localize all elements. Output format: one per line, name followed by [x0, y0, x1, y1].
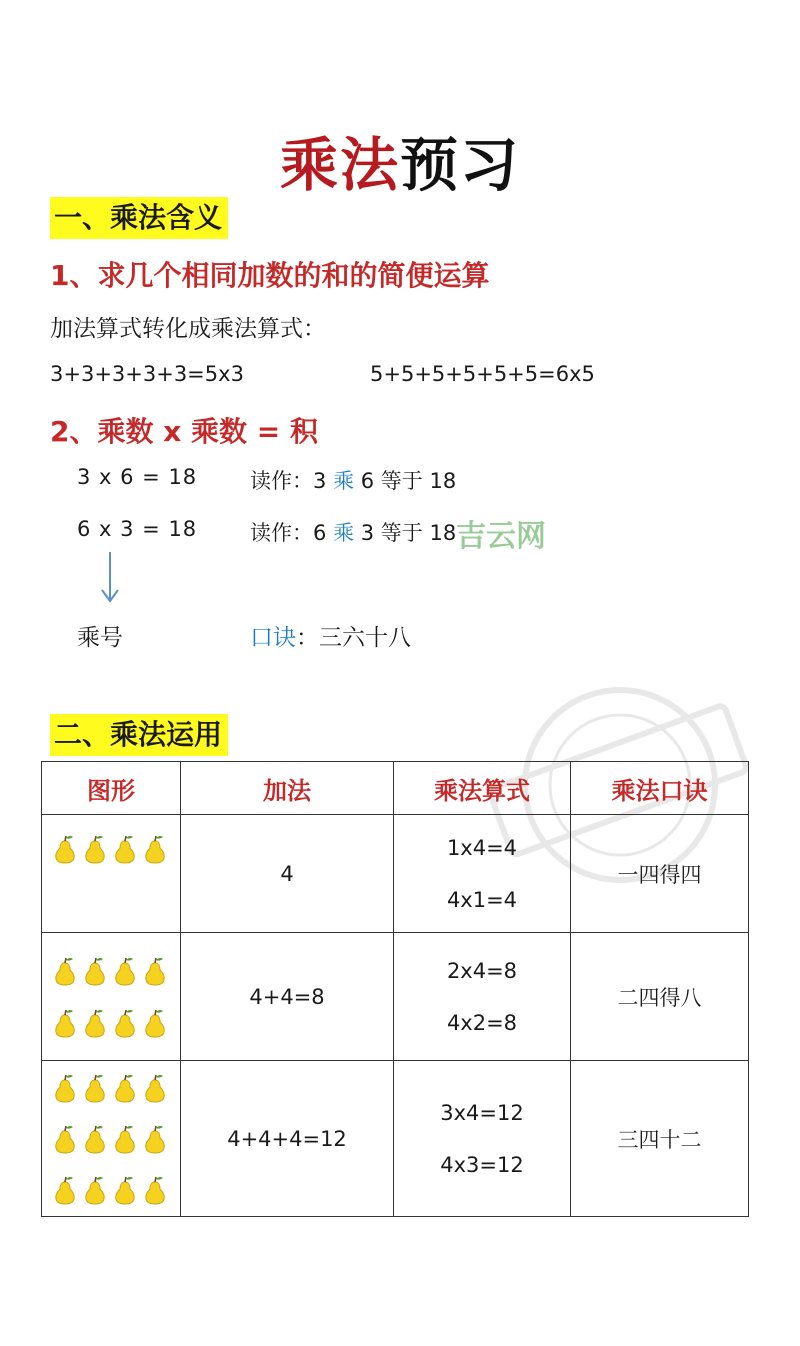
- pear-row: [52, 1008, 168, 1038]
- down-arrow-icon: [98, 550, 122, 604]
- point1-heading: 1、求几个相同加数的和的简便运算: [50, 259, 490, 292]
- example-reading-1: 读作：3 乘 6 等于 18: [250, 469, 457, 493]
- pear-icon: [142, 834, 168, 864]
- pear-icon: [82, 1073, 108, 1103]
- addition-cell: 4+4+4=12: [181, 1061, 394, 1217]
- pear-icon: [112, 956, 138, 986]
- pear-cell: [42, 1061, 181, 1217]
- header-shape: 图形: [42, 762, 181, 815]
- addition-cell: 4: [181, 815, 394, 933]
- pear-icon: [52, 1175, 78, 1205]
- pear-icon: [142, 1124, 168, 1154]
- pear-icon: [112, 1008, 138, 1038]
- pear-icon: [142, 1008, 168, 1038]
- example-equation-2: 6 x 3 = 18: [77, 517, 198, 541]
- multiplication-cell: 3x4=12 4x3=12: [394, 1061, 571, 1217]
- equation-a: 3+3+3+3+3=5x3: [50, 362, 244, 386]
- pear-row: [52, 834, 168, 864]
- pear-icon: [112, 1073, 138, 1103]
- addition-cell: 4+4=8: [181, 933, 394, 1061]
- conversion-intro: 加法算式转化成乘法算式：: [50, 316, 326, 342]
- cheng-word: 乘: [333, 469, 355, 493]
- koujue-line: 口诀：三六十八: [250, 625, 411, 651]
- pear-icon: [52, 834, 78, 864]
- pear-row: [52, 1073, 168, 1103]
- pear-icon: [82, 956, 108, 986]
- pear-icon: [52, 1124, 78, 1154]
- multiplication-table: [41, 761, 749, 1217]
- multiplication-cell: 1x4=4 4x1=4: [394, 815, 571, 933]
- pear-cell: [42, 933, 181, 1061]
- pear-row: [52, 1175, 168, 1205]
- pear-icon: [142, 956, 168, 986]
- pear-icon: [112, 1124, 138, 1154]
- section1-heading: 一、乘法含义: [50, 197, 228, 239]
- equation-b: 5+5+5+5+5+5=6x5: [370, 362, 595, 386]
- multiplication-sign-label: 乘号: [77, 625, 123, 651]
- table-row: [42, 815, 749, 933]
- pear-icon: [82, 1124, 108, 1154]
- table-header-row: [42, 762, 749, 815]
- example-reading-2: 读作：6 乘 3 等于 18: [250, 521, 457, 545]
- pear-row: [52, 956, 168, 986]
- rhyme-cell: 一四得四: [571, 815, 749, 933]
- table-row: [42, 933, 749, 1061]
- pear-icon: [112, 834, 138, 864]
- pear-icon: [112, 1175, 138, 1205]
- pear-icon: [142, 1175, 168, 1205]
- point2-heading: 2、乘数 x 乘数 = 积: [50, 415, 318, 448]
- watermark-text: 吉云网: [456, 519, 546, 554]
- header-multiplication: 乘法算式: [394, 762, 571, 815]
- pear-icon: [52, 956, 78, 986]
- pear-icon: [142, 1073, 168, 1103]
- rhyme-cell: 二四得八: [571, 933, 749, 1061]
- pear-icon: [82, 1008, 108, 1038]
- section2-heading: 二、乘法运用: [50, 714, 228, 756]
- rhyme-cell: 三四十二: [571, 1061, 749, 1217]
- multiplication-cell: 2x4=8 4x2=8: [394, 933, 571, 1061]
- example-equation-1: 3 x 6 = 18: [77, 465, 198, 489]
- header-addition: 加法: [181, 762, 394, 815]
- pear-icon: [82, 834, 108, 864]
- pear-cell: [42, 815, 181, 933]
- pear-icon: [82, 1175, 108, 1205]
- cheng-word: 乘: [333, 521, 355, 545]
- pear-icon: [52, 1073, 78, 1103]
- table-row: [42, 1061, 749, 1217]
- page-title: 乘法预习: [279, 131, 521, 199]
- pear-icon: [52, 1008, 78, 1038]
- header-rhyme: 乘法口诀: [571, 762, 749, 815]
- pear-row: [52, 1124, 168, 1154]
